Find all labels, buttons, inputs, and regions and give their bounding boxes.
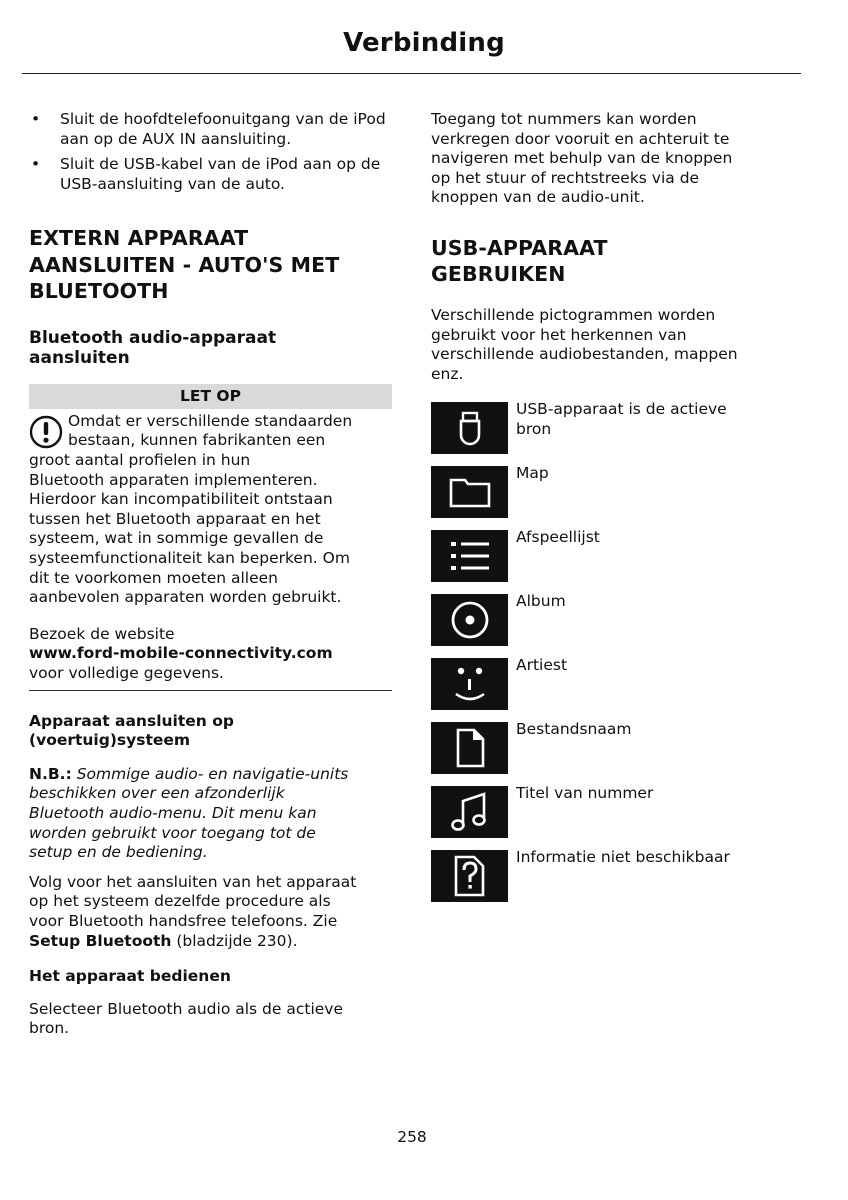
list-item: Map [431, 466, 801, 530]
list-item: Bestandsnaam [431, 722, 801, 786]
folder-icon [431, 466, 508, 518]
usb-icon [431, 402, 508, 454]
page-number: 258 [397, 1128, 427, 1146]
right-column [431, 110, 801, 914]
album-icon [431, 594, 508, 646]
website-paragraph: Bezoek de website www.ford-mobile-connectivity.com voor volledige gegevens. [29, 624, 333, 682]
website-link[interactable]: www.ford-mobile-connectivity.com [29, 644, 333, 663]
divider [29, 690, 392, 691]
subheading-operate: Het apparaat bedienen [29, 967, 231, 986]
unknown-info-icon [431, 850, 508, 902]
note-bar: LET OP [29, 384, 392, 409]
setup-bluetooth-link[interactable]: Setup Bluetooth [29, 931, 172, 950]
list-item: Informatie niet beschikbaar [431, 850, 801, 914]
list-item: Afspeellijst [431, 530, 801, 594]
section-heading-usb: USB-APPARAAT GEBRUIKEN [431, 235, 608, 287]
list-item: • Sluit de hoofdtelefoonuitgang van de iPod aan op de AUX IN aansluiting. [31, 110, 386, 148]
list-item: USB-apparaat is de actieve bron [431, 402, 801, 466]
warning-block: Omdat er verschillende standaarden bestaan, kunnen fabrikanten een groot aantal profielen in hun Bluetooth apparaten implementeren. Hierdoor kan incompatibiliteit ontstaan tussen het Bluetooth apparaat en het systeem, wat in sommige gevallen de systeemfunctionaliteit kan beperken. Om dit te voorkomen moeten alleen aanbevolen apparaten worden gebruikt. [29, 411, 353, 607]
left-column [29, 110, 392, 1039]
file-icon [431, 722, 508, 774]
usb-intro-paragraph: Verschillende pictogrammen worden gebruikt voor het herkennen van verschillende audiobestanden, mappen enz. [431, 305, 738, 383]
header-divider [22, 73, 801, 74]
bullet-list [29, 110, 392, 194]
music-note-icon [431, 786, 508, 838]
page-title: Verbinding [343, 28, 505, 58]
subheading-connect: Apparaat aansluiten op (voertuig)systeem [29, 711, 234, 750]
playlist-icon [431, 530, 508, 582]
subheading-bluetooth: Bluetooth audio-apparaat aansluiten [29, 327, 277, 369]
list-item: Titel van nummer [431, 786, 801, 850]
artist-icon [431, 658, 508, 710]
follow-paragraph: Volg voor het aansluiten van het apparaat op het systeem dezelfde procedure als voor Bluetooth handsfree telefoons. Zie Setup Bluetooth (bladzijde 230). [29, 872, 357, 950]
list-item: Artiest [431, 658, 801, 722]
select-paragraph: Selecteer Bluetooth audio als de actieve bron. [29, 999, 343, 1038]
list-item: Album [431, 594, 801, 658]
warning-icon [29, 415, 63, 449]
intro-paragraph: Toegang tot nummers kan worden verkregen door vooruit en achteruit te navigeren met behulp van de knoppen op het stuur of rechtstreeks via de knoppen van de audio-unit. [431, 110, 733, 207]
icon-legend [431, 402, 801, 914]
list-item: • Sluit de USB-kabel van de iPod aan op de USB-aansluiting van de auto. [31, 155, 381, 193]
nb-paragraph: N.B.: Sommige audio- en navigatie-units beschikken over een afzonderlijk Bluetooth audio-menu. Dit menu kan worden gebruikt voor toegang tot de setup en de bediening. [29, 764, 349, 862]
section-heading-extern: EXTERN APPARAAT AANSLUITEN - AUTO'S MET BLUETOOTH [29, 226, 340, 304]
